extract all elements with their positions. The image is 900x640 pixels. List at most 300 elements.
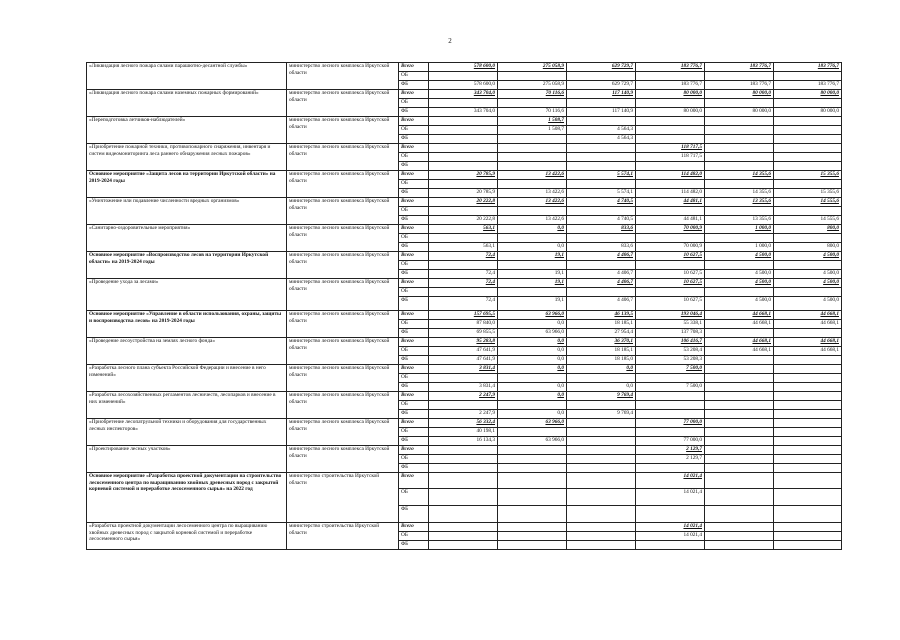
amount-cell: [567, 374, 636, 383]
funding-source-label: Всего: [399, 365, 429, 374]
amount-cell: 1 000,0: [705, 225, 774, 234]
funding-source-label: ОБ: [399, 261, 429, 270]
amount-cell: [774, 532, 842, 541]
amount-cell: [705, 365, 774, 374]
amount-cell: [774, 523, 842, 532]
amount-cell: [774, 99, 842, 108]
amount-cell: 80 000,0: [705, 108, 774, 117]
amount-cell: 183 776,7: [774, 81, 842, 90]
amount-cell: [567, 506, 636, 523]
amount-cell: [636, 410, 705, 419]
amount-cell: 44 668,1: [705, 338, 774, 347]
amount-cell: [705, 162, 774, 171]
funding-source-label: ФБ: [399, 356, 429, 365]
amount-cell: 14 021,4: [636, 489, 705, 506]
amount-cell: [498, 162, 567, 171]
amount-cell: [705, 117, 774, 126]
amount-cell: 4 740,5: [567, 216, 636, 225]
amount-cell: [429, 261, 498, 270]
amount-cell: 4 500,0: [705, 279, 774, 288]
amount-cell: [567, 401, 636, 410]
amount-cell: [705, 419, 774, 428]
amount-cell: [636, 288, 705, 297]
amount-cell: 14 355,6: [705, 171, 774, 180]
funding-source-label: Всего: [399, 419, 429, 428]
amount-cell: [774, 117, 842, 126]
amount-cell: 15 355,6: [774, 171, 842, 180]
amount-cell: [567, 437, 636, 446]
amount-cell: [705, 261, 774, 270]
amount-cell: [567, 541, 636, 550]
amount-cell: [498, 446, 567, 455]
amount-cell: 44 668,1: [774, 347, 842, 356]
amount-cell: [636, 374, 705, 383]
amount-cell: [498, 464, 567, 473]
funding-source-label: ФБ: [399, 297, 429, 311]
table-row: [87, 419, 842, 428]
amount-cell: [774, 126, 842, 135]
executor-name: министерство лесного комплекса Иркутской области: [287, 225, 399, 252]
funding-source-label: ФБ: [399, 410, 429, 419]
amount-cell: 0,0: [498, 356, 567, 365]
amount-cell: 0,0: [498, 392, 567, 401]
amount-cell: 4 500,0: [774, 270, 842, 279]
amount-cell: [705, 541, 774, 550]
amount-cell: 14 355,6: [705, 189, 774, 198]
table-row: [87, 446, 842, 455]
amount-cell: 20 222,8: [429, 216, 498, 225]
amount-cell: 14 555,6: [774, 216, 842, 225]
amount-cell: [705, 329, 774, 338]
amount-cell: 2 247,9: [429, 392, 498, 401]
funding-source-label: Всего: [399, 252, 429, 261]
funding-source-label: Всего: [399, 279, 429, 288]
table-row: [87, 311, 842, 320]
amount-cell: 14 021,4: [636, 523, 705, 532]
amount-cell: [705, 464, 774, 473]
amount-cell: 63 966,0: [498, 419, 567, 428]
page-number: 2: [448, 37, 452, 45]
amount-cell: [636, 162, 705, 171]
amount-cell: [705, 392, 774, 401]
amount-cell: 80 000,0: [705, 90, 774, 99]
amount-cell: 20 222,8: [429, 198, 498, 207]
amount-cell: [429, 144, 498, 153]
amount-cell: [567, 523, 636, 532]
amount-cell: 15 355,6: [774, 189, 842, 198]
amount-cell: 55 338,1: [636, 320, 705, 329]
amount-cell: [705, 288, 774, 297]
amount-cell: 4 406,7: [567, 270, 636, 279]
amount-cell: 53 208,3: [636, 356, 705, 365]
amount-cell: [498, 180, 567, 189]
amount-cell: 183 776,7: [705, 63, 774, 72]
funding-source-label: ОБ: [399, 401, 429, 410]
amount-cell: 16 134,3: [429, 437, 498, 446]
amount-cell: 44 668,1: [774, 320, 842, 329]
amount-cell: [498, 207, 567, 216]
funding-source-label: Всего: [399, 63, 429, 72]
amount-cell: [774, 392, 842, 401]
amount-cell: 3 831,4: [429, 365, 498, 374]
amount-cell: 18 185,1: [567, 320, 636, 329]
amount-cell: 40 198,1: [429, 428, 498, 437]
amount-cell: 578 600,0: [429, 63, 498, 72]
amount-cell: 44 481,1: [636, 216, 705, 225]
amount-cell: 44 481,1: [636, 198, 705, 207]
table-row: [87, 198, 842, 207]
amount-cell: 117 140,9: [567, 108, 636, 117]
executor-name: министерство лесного комплекса Иркутской области: [287, 198, 399, 225]
amount-cell: 13 422,6: [498, 171, 567, 180]
amount-cell: 0,0: [498, 347, 567, 356]
amount-cell: 63 966,0: [498, 329, 567, 338]
funding-source-label: ФБ: [399, 506, 429, 523]
funding-source-label: Всего: [399, 392, 429, 401]
funding-source-label: ФБ: [399, 81, 429, 90]
amount-cell: 13 422,6: [498, 198, 567, 207]
funding-source-label: ФБ: [399, 383, 429, 392]
amount-cell: [498, 401, 567, 410]
amount-cell: [774, 446, 842, 455]
amount-cell: 80 000,0: [774, 90, 842, 99]
amount-cell: [774, 234, 842, 243]
amount-cell: [774, 288, 842, 297]
amount-cell: 3 831,4: [429, 383, 498, 392]
amount-cell: [774, 180, 842, 189]
table-row: [87, 144, 842, 153]
funding-source-label: ФБ: [399, 135, 429, 144]
amount-cell: 106 416,7: [636, 338, 705, 347]
amount-cell: [567, 144, 636, 153]
amount-cell: 77 000,0: [636, 419, 705, 428]
amount-cell: 629 729,7: [567, 63, 636, 72]
measure-name: «Разработка лесного плана субъекта Российской Федерации и внесение в него изменений»: [87, 365, 287, 392]
amount-cell: 4 564,3: [567, 135, 636, 144]
amount-cell: 14 555,6: [774, 198, 842, 207]
amount-cell: 44 668,1: [705, 347, 774, 356]
amount-cell: 114 482,0: [636, 189, 705, 198]
amount-cell: [705, 99, 774, 108]
amount-cell: 2 247,9: [429, 410, 498, 419]
amount-cell: [774, 437, 842, 446]
amount-cell: [705, 437, 774, 446]
amount-cell: [774, 541, 842, 550]
amount-cell: 343 704,0: [429, 108, 498, 117]
funding-source-label: ОБ: [399, 288, 429, 297]
amount-cell: [636, 401, 705, 410]
amount-cell: 5 574,1: [567, 171, 636, 180]
amount-cell: [429, 455, 498, 464]
executor-name: министерство строительства Иркутской области: [287, 523, 399, 550]
amount-cell: [705, 374, 774, 383]
amount-cell: 114 482,0: [636, 171, 705, 180]
amount-cell: 2 129,7: [636, 446, 705, 455]
measure-name: «Проведение лесоустройства на землях лесного фонда»: [87, 338, 287, 365]
amount-cell: [636, 135, 705, 144]
amount-cell: 4 406,7: [567, 297, 636, 311]
amount-cell: [567, 532, 636, 541]
amount-cell: 13 355,6: [705, 198, 774, 207]
amount-cell: 19,1: [498, 270, 567, 279]
amount-cell: 70 000,9: [636, 225, 705, 234]
funding-source-label: ФБ: [399, 243, 429, 252]
amount-cell: 72,4: [429, 297, 498, 311]
amount-cell: 9 769,4: [567, 392, 636, 401]
amount-cell: [498, 288, 567, 297]
funding-source-label: ФБ: [399, 437, 429, 446]
executor-name: министерство лесного комплекса Иркутской области: [287, 144, 399, 171]
amount-cell: [774, 329, 842, 338]
amount-cell: 7 500,0: [636, 365, 705, 374]
table-row: [87, 279, 842, 288]
amount-cell: 14 021,4: [636, 532, 705, 541]
amount-cell: 118 717,5: [636, 144, 705, 153]
amount-cell: [774, 473, 842, 489]
table-row: [87, 473, 842, 489]
amount-cell: 70 000,9: [636, 243, 705, 252]
amount-cell: [705, 428, 774, 437]
table-row: [87, 338, 842, 347]
executor-name: министерство лесного комплекса Иркутской области: [287, 311, 399, 338]
amount-cell: 44 668,1: [774, 311, 842, 320]
amount-cell: [567, 288, 636, 297]
amount-cell: [705, 72, 774, 81]
amount-cell: [498, 541, 567, 550]
funding-source-label: Всего: [399, 338, 429, 347]
funding-source-label: Всего: [399, 144, 429, 153]
amount-cell: [498, 523, 567, 532]
amount-cell: [774, 506, 842, 523]
amount-cell: 0,0: [498, 338, 567, 347]
amount-cell: [636, 180, 705, 189]
amount-cell: [498, 506, 567, 523]
amount-cell: [567, 180, 636, 189]
funding-source-label: ФБ: [399, 189, 429, 198]
table-row: [87, 523, 842, 532]
amount-cell: [636, 464, 705, 473]
amount-cell: [429, 72, 498, 81]
amount-cell: 0,0: [498, 225, 567, 234]
amount-cell: [498, 144, 567, 153]
amount-cell: 18 185,0: [567, 356, 636, 365]
amount-cell: [636, 261, 705, 270]
amount-cell: [636, 117, 705, 126]
amount-cell: [774, 72, 842, 81]
funding-source-label: Всего: [399, 473, 429, 489]
amount-cell: [498, 473, 567, 489]
executor-name: министерство лесного комплекса Иркутской области: [287, 446, 399, 473]
executor-name: министерство лесного комплекса Иркутской области: [287, 419, 399, 446]
amount-cell: [636, 392, 705, 401]
amount-cell: 80 000,0: [774, 108, 842, 117]
amount-cell: [705, 180, 774, 189]
amount-cell: 19,1: [498, 252, 567, 261]
table-row: [87, 171, 842, 180]
amount-cell: [567, 428, 636, 437]
funding-source-label: Всего: [399, 198, 429, 207]
amount-cell: [429, 506, 498, 523]
amount-cell: 4 500,0: [774, 252, 842, 261]
amount-cell: [567, 473, 636, 489]
measure-name: «Уничтожение или подавление численности вредных организмов»: [87, 198, 287, 225]
executor-name: министерство лесного комплекса Иркутской области: [287, 171, 399, 198]
amount-cell: 10 627,5: [636, 270, 705, 279]
amount-cell: 13 422,6: [498, 189, 567, 198]
amount-cell: [498, 72, 567, 81]
amount-cell: [774, 489, 842, 506]
amount-cell: 0,0: [498, 383, 567, 392]
amount-cell: 0,0: [567, 383, 636, 392]
amount-cell: [567, 162, 636, 171]
amount-cell: 20 785,9: [429, 189, 498, 198]
amount-cell: 72,4: [429, 279, 498, 288]
measure-name: «Разработка проектной документации лесосеменного центра по выращиванию хвойных древесных пород с закрытой корневой системой и переработке лесосеменного сырья»: [87, 523, 287, 550]
amount-cell: [498, 153, 567, 162]
amount-cell: 4 500,0: [774, 279, 842, 288]
funding-source-label: ФБ: [399, 108, 429, 117]
amount-cell: 4 740,5: [567, 198, 636, 207]
amount-cell: 183 776,7: [774, 63, 842, 72]
measure-name: «Ликвидация лесного пожара силами парашютно-десантной службы»: [87, 63, 287, 90]
amount-cell: [705, 532, 774, 541]
funding-source-label: ОБ: [399, 180, 429, 189]
amount-cell: [429, 162, 498, 171]
amount-cell: 53 208,4: [636, 347, 705, 356]
amount-cell: [774, 365, 842, 374]
amount-cell: [498, 374, 567, 383]
amount-cell: 9 769,4: [567, 410, 636, 419]
table-row: [87, 90, 842, 99]
amount-cell: [429, 234, 498, 243]
amount-cell: 4 564,3: [567, 126, 636, 135]
amount-cell: 183 776,7: [636, 81, 705, 90]
amount-cell: [429, 135, 498, 144]
amount-cell: 2 129,7: [636, 455, 705, 464]
amount-cell: [705, 455, 774, 464]
amount-cell: 563,1: [429, 243, 498, 252]
amount-cell: [498, 532, 567, 541]
measure-name: «Проектирование лесных участков»: [87, 446, 287, 473]
funding-source-label: Всего: [399, 117, 429, 126]
amount-cell: 5 574,1: [567, 189, 636, 198]
amount-cell: [705, 473, 774, 489]
amount-cell: 4 406,7: [567, 279, 636, 288]
amount-cell: [429, 207, 498, 216]
amount-cell: [705, 234, 774, 243]
amount-cell: [429, 117, 498, 126]
measure-name: «Санитарно-оздоровительные мероприятия»: [87, 225, 287, 252]
amount-cell: [498, 234, 567, 243]
amount-cell: 36 370,1: [567, 338, 636, 347]
funding-source-label: Всего: [399, 171, 429, 180]
funding-source-label: ОБ: [399, 532, 429, 541]
amount-cell: [567, 234, 636, 243]
funding-source-label: ФБ: [399, 329, 429, 338]
funding-source-label: Всего: [399, 311, 429, 320]
amount-cell: [636, 234, 705, 243]
amount-cell: 14 021,4: [636, 473, 705, 489]
amount-cell: [636, 506, 705, 523]
table-row: [87, 252, 842, 261]
amount-cell: 46 139,5: [567, 311, 636, 320]
amount-cell: 77 000,0: [636, 437, 705, 446]
executor-name: министерство лесного комплекса Иркутской области: [287, 392, 399, 419]
amount-cell: [429, 99, 498, 108]
measure-name: Основное мероприятие «Разработка проектной документации на строительство лесосеменного центра по выращиванию хвойных древесных пород с закрытой корневой системой и переработке лесосеменного сырья» на 2022 год: [87, 473, 287, 523]
amount-cell: [567, 419, 636, 428]
amount-cell: [705, 506, 774, 523]
amount-cell: [429, 401, 498, 410]
amount-cell: 4 500,0: [774, 297, 842, 311]
amount-cell: 4 500,0: [705, 297, 774, 311]
funding-source-label: Всего: [399, 225, 429, 234]
funding-source-label: ФБ: [399, 216, 429, 225]
funding-source-label: ОБ: [399, 153, 429, 162]
amount-cell: 833,6: [567, 243, 636, 252]
amount-cell: 193 046,4: [636, 311, 705, 320]
amount-cell: [774, 419, 842, 428]
executor-name: министерство лесного комплекса Иркутской области: [287, 365, 399, 392]
amount-cell: [567, 117, 636, 126]
amount-cell: [705, 153, 774, 162]
amount-cell: [567, 72, 636, 81]
amount-cell: 20 785,9: [429, 171, 498, 180]
amount-cell: [567, 207, 636, 216]
amount-cell: 4 500,0: [705, 252, 774, 261]
amount-cell: [705, 383, 774, 392]
amount-cell: 157 695,5: [429, 311, 498, 320]
executor-name: министерство лесного комплекса Иркутской области: [287, 279, 399, 311]
amount-cell: 44 668,1: [705, 320, 774, 329]
measure-name: «Проведение ухода за лесами»: [87, 279, 287, 311]
amount-cell: 117 140,9: [567, 90, 636, 99]
amount-cell: 19,1: [498, 279, 567, 288]
amount-cell: 118 717,5: [636, 153, 705, 162]
amount-cell: 0,0: [567, 365, 636, 374]
amount-cell: [705, 207, 774, 216]
table-row: [87, 392, 842, 401]
funding-source-label: ОБ: [399, 455, 429, 464]
amount-cell: 563,1: [429, 225, 498, 234]
amount-cell: [705, 144, 774, 153]
amount-cell: [774, 464, 842, 473]
amount-cell: [705, 523, 774, 532]
amount-cell: 0,0: [498, 320, 567, 329]
amount-cell: 95 283,8: [429, 338, 498, 347]
executor-name: министерство строительства Иркутской области: [287, 473, 399, 523]
amount-cell: 47 641,9: [429, 356, 498, 365]
amount-cell: [636, 428, 705, 437]
amount-cell: [705, 446, 774, 455]
amount-cell: 44 668,1: [774, 338, 842, 347]
amount-cell: 137 708,3: [636, 329, 705, 338]
funding-source-label: ФБ: [399, 270, 429, 279]
amount-cell: [567, 261, 636, 270]
amount-cell: [429, 374, 498, 383]
table-row: [87, 365, 842, 374]
amount-cell: 13 355,6: [705, 216, 774, 225]
funding-source-label: ОБ: [399, 374, 429, 383]
amount-cell: 800,0: [774, 225, 842, 234]
amount-cell: 4 406,7: [567, 252, 636, 261]
funding-source-label: ФБ: [399, 541, 429, 550]
executor-name: министерство лесного комплекса Иркутской области: [287, 338, 399, 365]
funding-source-label: Всего: [399, 523, 429, 532]
amount-cell: [498, 261, 567, 270]
amount-cell: 13 422,6: [498, 216, 567, 225]
amount-cell: [774, 153, 842, 162]
